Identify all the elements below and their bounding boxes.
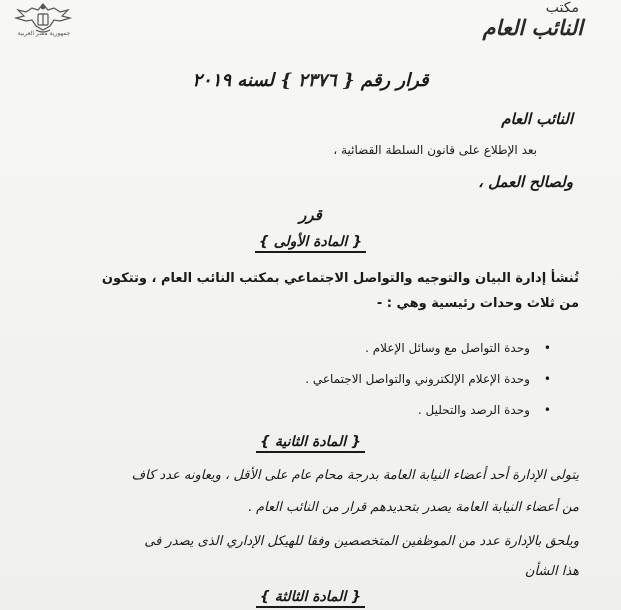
decree-year: لسنه ٢٠١٩: [192, 70, 274, 91]
decree-title: [0, 70, 621, 91]
office-name: النائب العام: [482, 16, 583, 40]
article-heading: [0, 589, 621, 605]
decree-title-prefix: قرار رقم: [360, 70, 429, 91]
article-heading: [0, 234, 621, 250]
bullet-icon: •: [543, 372, 551, 386]
work-interest: ولصالح العمل ،: [478, 173, 573, 191]
decree-number: { ٢٣٧٦ }: [280, 70, 355, 91]
list-item: [305, 372, 551, 386]
decided-heading: قرر: [299, 206, 322, 224]
office-label: مكتب: [545, 0, 579, 16]
unit-label: وحدة الإعلام الإلكتروني والتواصل الاجتماعي .: [305, 372, 530, 386]
article2-line3: ويلحق بالإدارة عدد من الموظفين المتخصصين وفقا للهيكل الإداري الذى يصدر فى: [144, 534, 579, 549]
article2-line1: يتولى الإدارة أحد أعضاء النيابة العامة بدرجة محام عام على الأقل ، ويعاونه عدد كاف: [131, 468, 579, 483]
bullet-icon: •: [543, 403, 551, 417]
article1-line1: تُنشأ إدارة البيان والتوجيه والتواصل الاجتماعي بمكتب النائب العام ، وتتكون: [101, 271, 579, 286]
list-item: [418, 403, 551, 417]
article-first-title: { المادة الأولى }: [255, 234, 366, 253]
article-third-title: { المادة الثالثة }: [256, 589, 365, 608]
prosecutor-heading: النائب العام: [501, 110, 573, 128]
unit-label: وحدة الرصد والتحليل .: [417, 403, 530, 417]
article1-line2: من ثلاث وحدات رئيسية وهي : -: [376, 296, 579, 311]
article-second-title: { المادة الثانية }: [256, 434, 365, 453]
list-item: [365, 341, 551, 355]
unit-label: وحدة التواصل مع وسائل الإعلام .: [365, 341, 530, 355]
bullet-icon: •: [543, 341, 551, 355]
article2-line4: هذا الشأن: [524, 564, 579, 579]
article-heading: [0, 434, 621, 450]
article2-line2: من أعضاء النيابة العامة يصدر بتحديدهم قرار من النائب العام .: [247, 500, 579, 515]
emblem-caption: جمهورية مصر العربية: [17, 30, 71, 37]
law-reference: بعد الإطلاع على قانون السلطة القضائية ،: [333, 143, 537, 157]
